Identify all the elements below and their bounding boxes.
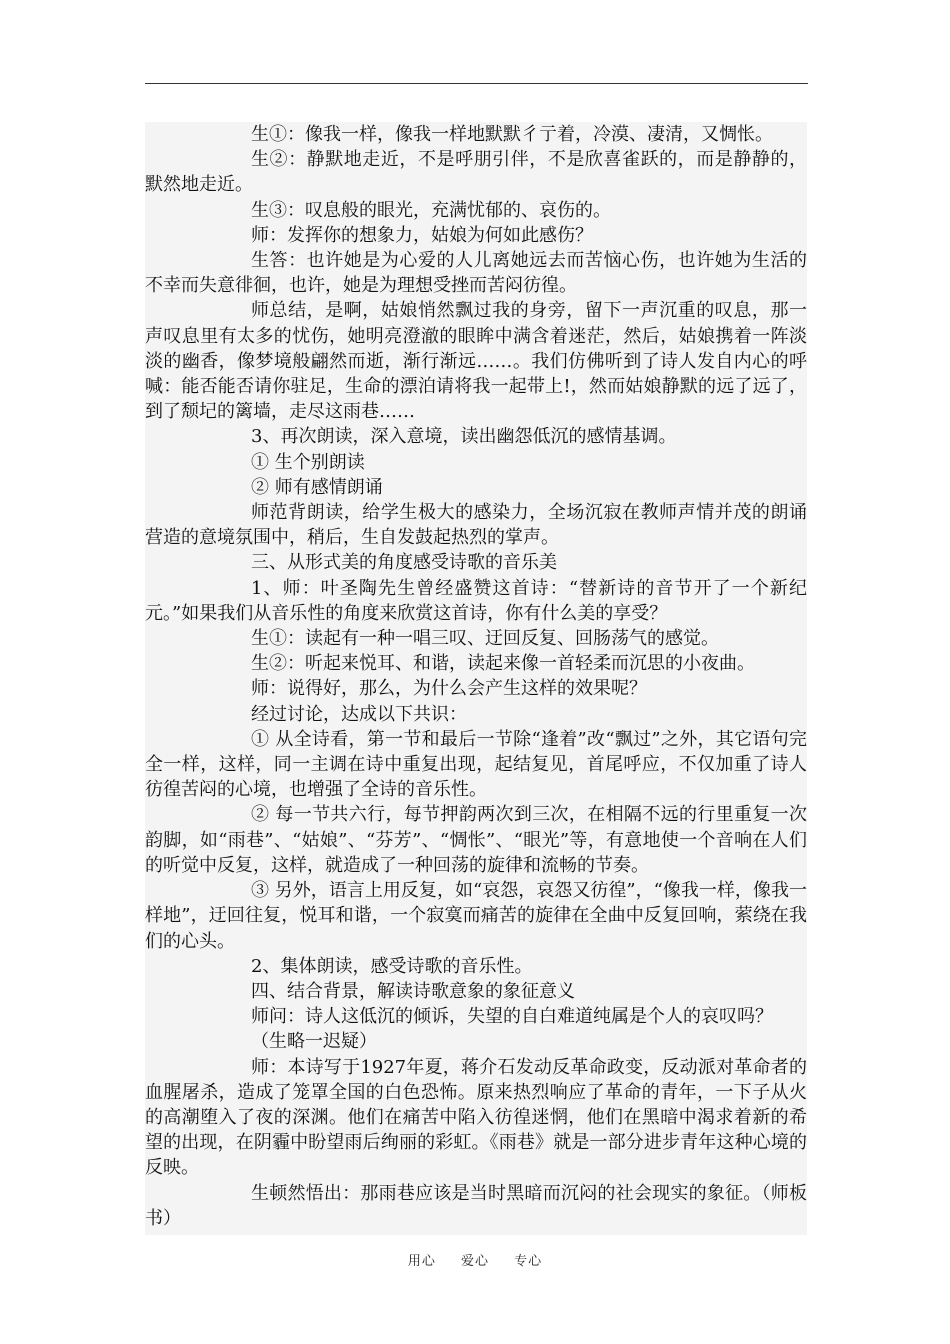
paragraph: ② 每一节共六行，每节押韵两次到三次，在相隔不远的行里重复一次韵脚，如“雨巷”、“姑娘”、“芬芳”、“惆怅”、“眼光”等，有意地使一个音响在人们的听觉中反复，这样，就造成了一种回荡的旋律和流畅的节奏。 xyxy=(145,804,807,876)
paragraph: 师：本诗写于1927年夏，蒋介石发动反革命政变，反动派对革命者的血腥屠杀，造成了笼罩全国的白色恐怖。原来热烈响应了革命的青年，一下子从火的高潮堕入了夜的深渊。他们在痛苦中陷入彷徨迷惘，他们在黑暗中渴求着新的希望的出现，在阴霾中盼望雨后绚丽的彩虹。《雨巷》就是一部分进步青年这种心境的反映。 xyxy=(145,1056,807,1179)
paragraph: 师总结，是啊，姑娘悄然飘过我的身旁，留下一声沉重的叹息，那一声叹息里有太多的忧伤，她明亮澄澈的眼眸中满含着迷茫，然后，姑娘携着一阵淡淡的幽香，像梦境般翩然而逝，渐行渐远……。我们仿佛听到了诗人发自内心的呼喊：能否能否请你驻足，生命的漂泊请将我一起带上!，然而姑娘静默的远了远了，到了颓圮的篱墙，走尽这雨巷…… xyxy=(145,300,807,423)
footer-word: 用心 xyxy=(407,1254,436,1269)
footer-word: 专心 xyxy=(514,1254,543,1269)
section-heading: 四、结合背景，解读诗歌意象的象征意义 xyxy=(251,980,575,1002)
footer-word: 爱心 xyxy=(460,1254,489,1269)
paragraph: 生③：叹息般的眼光，充满忧郁的、哀伤的。 xyxy=(251,199,611,221)
paragraph: 生顿然悟出：那雨巷应该是当时黑暗而沉闷的社会现实的象征。（师板书） xyxy=(145,1182,807,1229)
paragraph: 生①：像我一样，像我一样地默默彳亍着，冷漠、凄清，又惆怅。 xyxy=(251,124,773,145)
paragraph: 生答：也许她是为心爱的人儿离她远去而苦恼心伤，也许她为生活的不幸而失意徘徊，也许，她是为理想受挫而苦闷彷徨。 xyxy=(145,250,807,297)
header-rule xyxy=(145,83,808,84)
paragraph: ① 从全诗看，第一节和最后一节除“逢着”改“飘过”之外，其它语句完全一样，这样，同一主调在诗中重复出现，起结复见，首尾呼应，不仅加重了诗人彷徨苦闷的心境，也增强了全诗的音乐性。 xyxy=(145,728,807,801)
paragraph: ① 生个别朗读 xyxy=(251,451,365,473)
paragraph: （生略一迟疑） xyxy=(251,1031,377,1053)
paragraph: 师范背朗读，给学生极大的感染力，全场沉寂在教师声情并茂的朗诵营造的意境氛围中，稍后，生自发鼓起热烈的掌声。 xyxy=(145,502,807,549)
paragraph: 1、师：叶圣陶先生曾经盛赞这首诗：“替新诗的音节开了一个新纪元。”如果我们从音乐性的角度来欣赏这首诗，你有什么美的享受？ xyxy=(145,577,807,624)
paragraph: 3、再次朗读，深入意境，读出幽怨低沉的感情基调。 xyxy=(251,426,677,448)
section-heading: 三、从形式美的角度感受诗歌的音乐美 xyxy=(251,552,557,574)
paragraph: 师：说得好，那么，为什么会产生这样的效果呢？ xyxy=(251,678,647,700)
paragraph: 经过讨论，达成以下共识： xyxy=(251,703,467,725)
paragraph: 师：发挥你的想象力，姑娘为何如此感伤？ xyxy=(251,224,593,246)
paragraph: ③ 另外，语言上用反复，如“哀怨，哀怨又彷徨”，“像我一样，像我一样地”，迂回往复，悦耳和谐，一个寂寞而痛苦的旋律在全曲中反复回响，萦绕在我们的心头。 xyxy=(145,880,807,952)
paragraph: ② 师有感情朗诵 xyxy=(251,476,383,498)
page-footer xyxy=(0,1250,950,1269)
paragraph: 2、集体朗读，感受诗歌的音乐性。 xyxy=(251,955,533,977)
paragraph: 生①：读起有一种一唱三叹、迂回反复、回肠荡气的感觉。 xyxy=(251,628,719,650)
paragraph: 师问：诗人这低沉的倾诉，失望的自白难道纯属是个人的哀叹吗？ xyxy=(251,1006,773,1028)
paragraph: 生②：听起来悦耳、和谐，读起来像一首轻柔而沉思的小夜曲。 xyxy=(251,653,755,675)
document-body xyxy=(145,122,807,1235)
paragraph: 生②：静默地走近，不是呼朋引伴，不是欣喜雀跃的，而是静静的，默然地走近。 xyxy=(145,149,807,196)
